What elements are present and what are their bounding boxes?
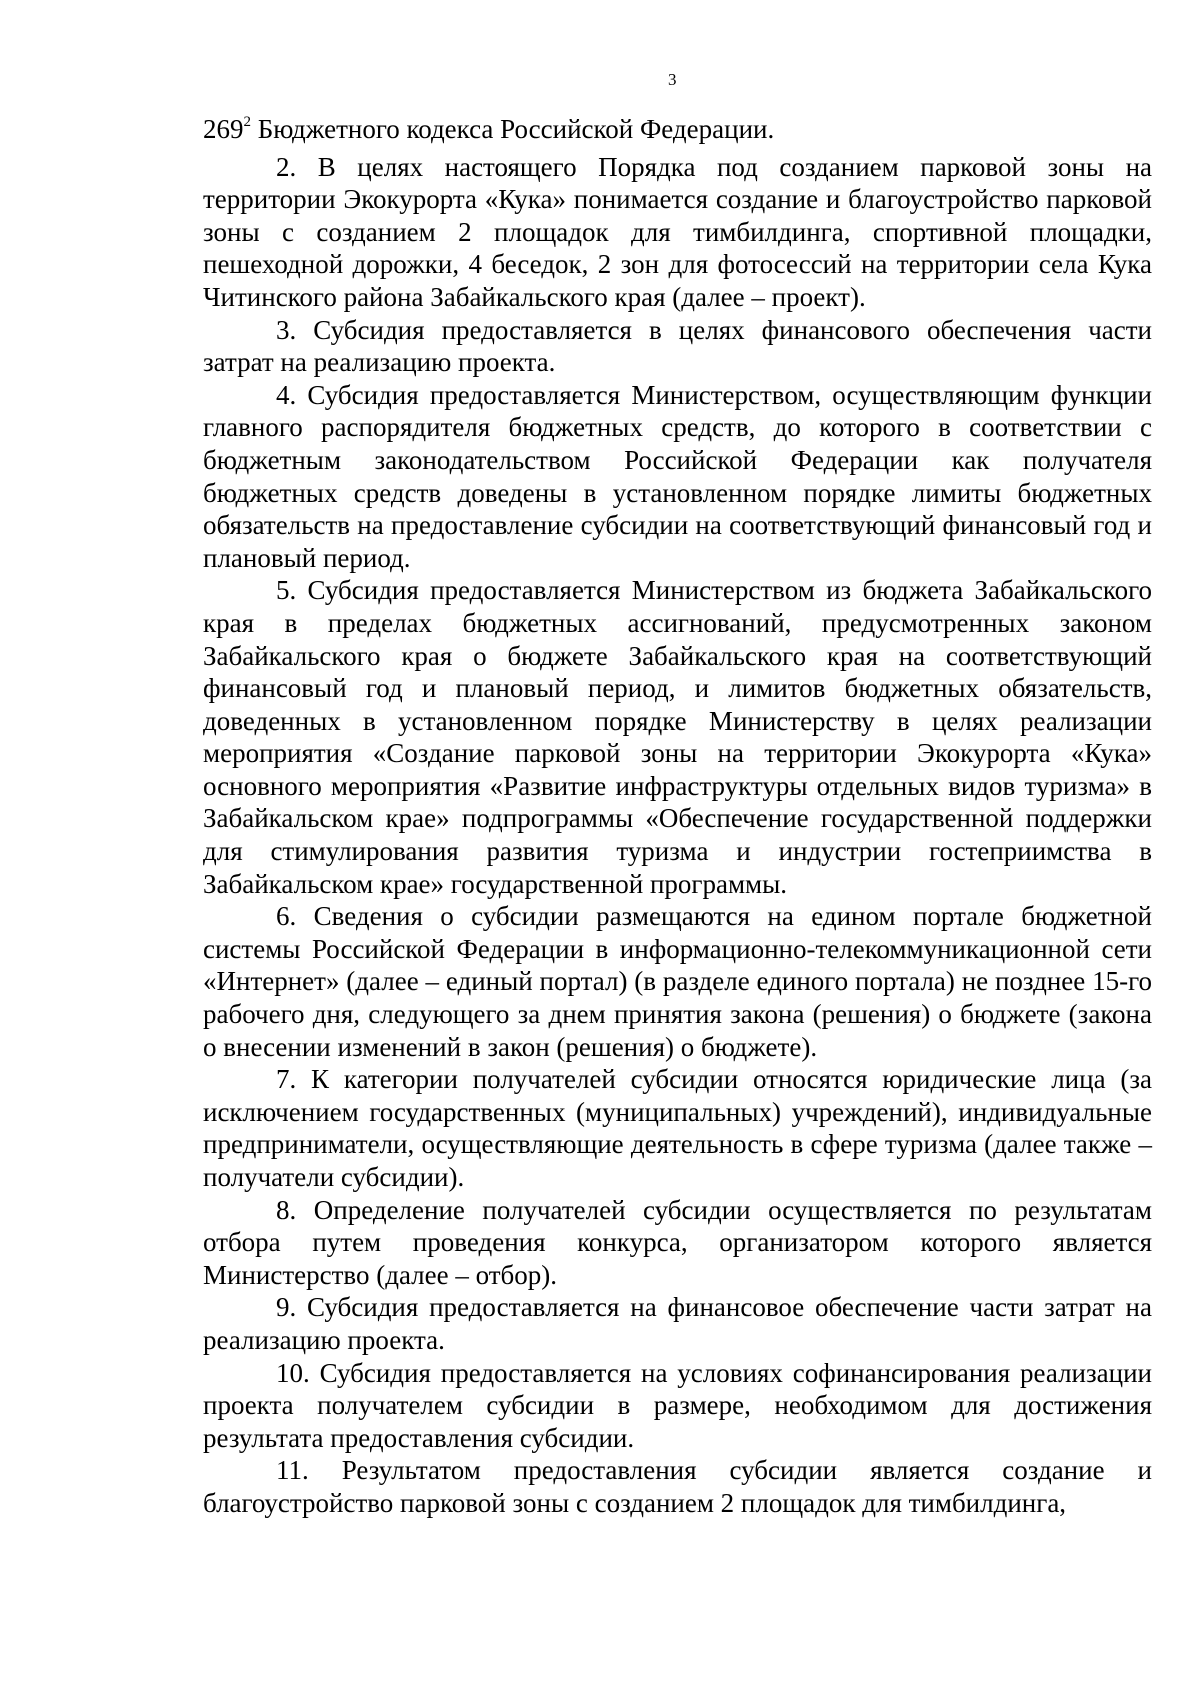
paragraph-8: 8. Определение получателей субсидии осуществляется по результатам отбора путем проведения конкурса, организатором которого является Министерство (далее – отбор). <box>203 1194 1152 1290</box>
paragraph-7: 7. К категории получателей субсидии относятся юридические лица (за исключением государственных (муниципальных) учреждений), индивидуальные предприниматели, осуществляющие деятельность в сфере туризма (далее также – получатели субсидии). <box>203 1064 1152 1192</box>
paragraph-9: 9. Субсидия предоставляется на финансовое обеспечение части затрат на реализацию проекта. <box>203 1292 1152 1355</box>
page-number: 3 <box>668 70 677 89</box>
article-superscript: 2 <box>243 114 251 130</box>
document-body <box>203 113 1152 1520</box>
continuation-line <box>203 113 1152 151</box>
paragraph-11: 11. Результатом предоставления субсидии является создание и благоустройство парковой зоны с созданием 2 площадок для тимбилдинга, <box>203 1455 1152 1518</box>
paragraph-10: 10. Субсидия предоставляется на условиях софинансирования реализации проекта получателем субсидии в размере, необходимом для достижения результата предоставления субсидии. <box>203 1357 1152 1453</box>
paragraph-2: 2. В целях настоящего Порядка под созданием парковой зоны на территории Экокурорта «Кука» понимается создание и благоустройство парковой зоны с созданием 2 площадок для тимбилдинга, спортивной площадки, пешеходной дорожки, 4 беседок, 2 зон для фотосессий на территории села Кука Читинского района Забайкальского края (далее – проект). <box>203 151 1152 312</box>
continuation-text: Бюджетного кодекса Российской Федерации. <box>251 114 775 144</box>
article-number: 269 <box>203 114 244 144</box>
paragraph-6: 6. Сведения о субсидии размещаются на едином портале бюджетной системы Российской Федерации в информационно-телекоммуникационной сети «Интернет» (далее – единый портал) (в разделе единого портала) не позднее 15-го рабочего дня, следующего за днем принятия закона (решения) о бюджете (закона о внесении изменений в закон (решения) о бюджете). <box>203 901 1152 1062</box>
paragraph-3: 3. Субсидия предоставляется в целях финансового обеспечения части затрат на реализацию проекта. <box>203 314 1152 378</box>
paragraph-4: 4. Субсидия предоставляется Министерством, осуществляющим функции главного распорядителя бюджетных средств, до которого в соответствии с бюджетным законодательством Российской Федерации как получателя бюджетных средств доведены в установленном порядке лимиты бюджетных обязательств на предоставление субсидии на соответствующий финансовый год и плановый период. <box>203 379 1152 573</box>
paragraph-5: 5. Субсидия предоставляется Министерством из бюджета Забайкальского края в пределах бюджетных ассигнований, предусмотренных законом Забайкальского края о бюджете Забайкальского края на соответствующий финансовый год и плановый период, и лимитов бюджетных обязательств, доведенных в установленном порядке Министерству в целях реализации мероприятия «Создание парковой зоны на территории Экокурорта «Кука» основного мероприятия «Развитие инфраструктуры отдельных видов туризма» в Забайкальском крае» подпрограммы «Обеспечение государственной поддержки для стимулирования развития туризма и индустрии гостеприимства в Забайкальском крае» государственной программы. <box>203 575 1152 899</box>
